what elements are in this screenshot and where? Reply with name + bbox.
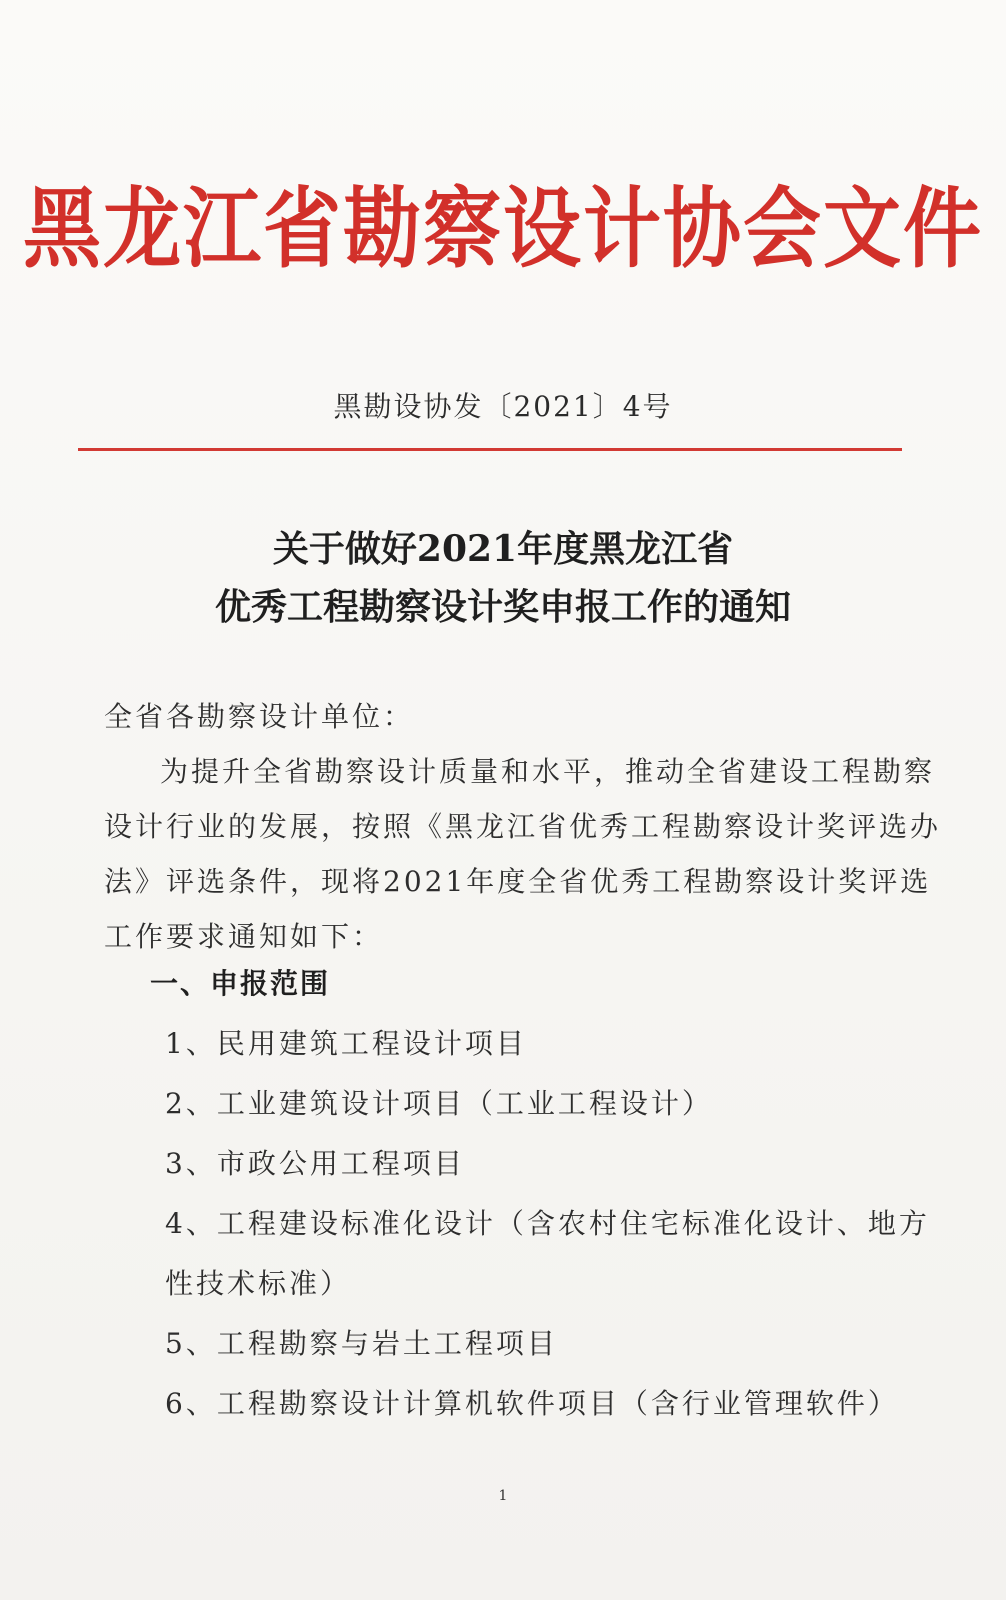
salutation: 全省各勘察设计单位： xyxy=(104,700,415,733)
section-heading-scope: 一、申报范围 xyxy=(150,967,331,1000)
paragraph-line-3: 法》评选条件，现将2021年度全省优秀工程勘察设计奖评选 xyxy=(104,865,932,898)
notice-title xyxy=(0,520,1006,636)
document-header-title: 黑龙江省勘察设计协会文件 xyxy=(22,179,983,281)
red-divider-rule xyxy=(78,448,902,451)
document-number: 黑勘设协发〔2021〕4号 xyxy=(333,390,673,423)
page-number: 1 xyxy=(498,1488,508,1504)
notice-title-line-2: 优秀工程勘察设计奖申报工作的通知 xyxy=(214,586,791,628)
notice-title-line-1: 关于做好2021年度黑龙江省 xyxy=(272,528,734,570)
list-item: 2、工业建筑设计项目（工业工程设计） xyxy=(165,1087,713,1120)
paragraph-line-2: 设计行业的发展，按照《黑龙江省优秀工程勘察设计奖评选办 xyxy=(104,810,942,843)
paragraph-line-1: 为提升全省勘察设计质量和水平，推动全省建设工程勘察 xyxy=(160,755,936,788)
paragraph-line-4: 工作要求通知如下： xyxy=(104,920,384,953)
list-item: 4、工程建设标准化设计（含农村住宅标准化设计、地方 xyxy=(165,1207,930,1240)
list-item: 6、工程勘察设计计算机软件项目（含行业管理软件） xyxy=(165,1387,899,1420)
list-item: 3、市政公用工程项目 xyxy=(165,1147,465,1180)
list-item: 5、工程勘察与岩土工程项目 xyxy=(165,1327,558,1360)
list-item-continuation: 性技术标准） xyxy=(165,1267,352,1300)
list-item: 1、民用建筑工程设计项目 xyxy=(165,1027,527,1060)
